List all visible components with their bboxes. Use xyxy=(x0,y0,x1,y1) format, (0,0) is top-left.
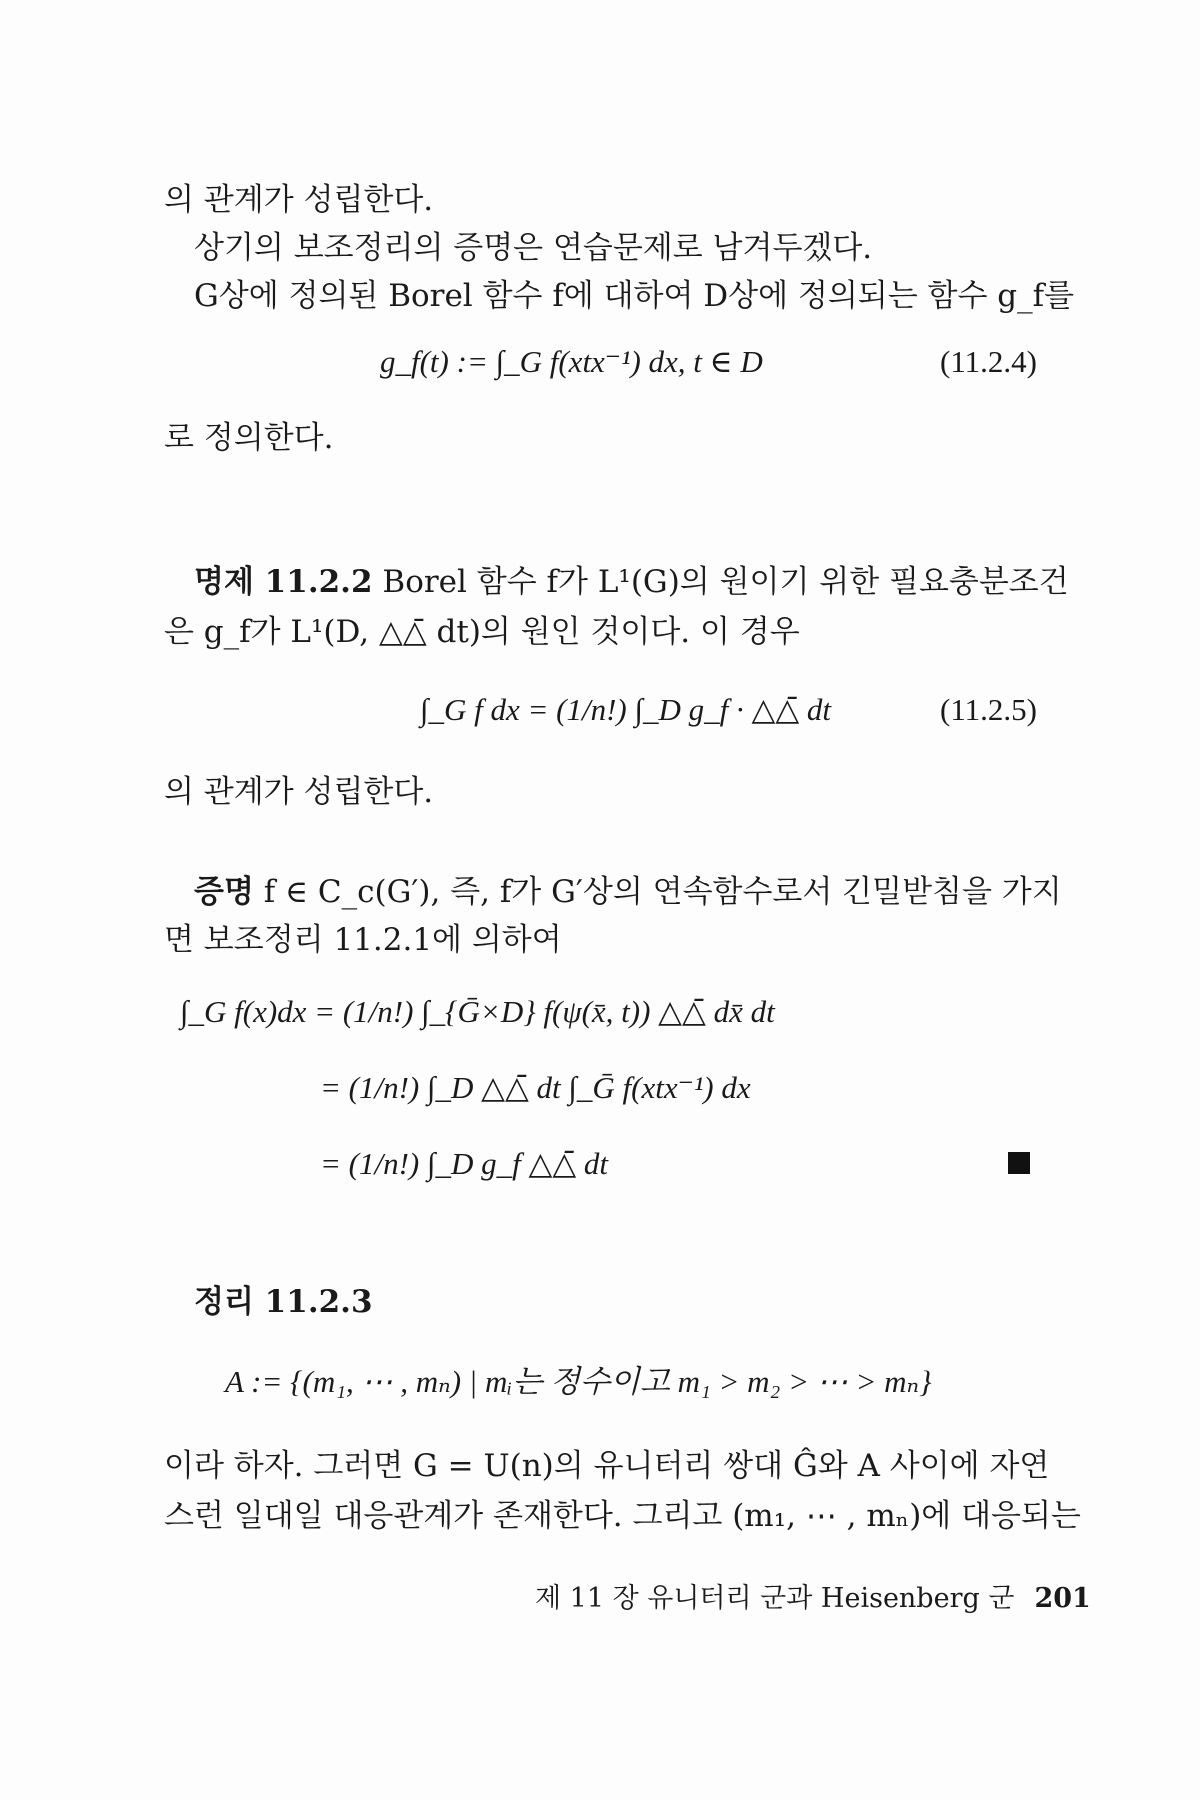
text-line: 스런 일대일 대응관계가 존재한다. 그리고 (m₁, ⋯ , mₙ)에 대응되는 xyxy=(164,1498,1081,1534)
proposition-label: 명제 11.2.2 xyxy=(194,564,373,600)
equation-set-a: A := {(m₁, ⋯ , mₙ) | mᵢ는 정수이고 m₁ > m₂ > ⋯ > mₙ} xyxy=(225,1364,932,1399)
theorem-label: 정리 11.2.3 xyxy=(194,1284,373,1320)
page-number: 201 xyxy=(1034,1583,1091,1614)
text-line: 은 g_f가 L¹(D, △△̄ dt)의 원인 것이다. 이 경우 xyxy=(164,614,800,650)
equation-line: = (1/n!) ∫_D △△̄ dt ∫_Ḡ f(xtx⁻¹) dx xyxy=(320,1070,751,1105)
text-line: 상기의 보조정리의 증명은 연습문제로 남겨두겠다. xyxy=(194,230,873,266)
qed-square xyxy=(1008,1152,1030,1174)
equation-number: (11.2.4) xyxy=(940,344,1037,379)
page-footer xyxy=(535,1581,1091,1617)
text-line: 로 정의한다. xyxy=(164,420,334,456)
equation-11-2-4: g_f(t) := ∫_G f(xtx⁻¹) dx, t ∈ D xyxy=(380,344,763,379)
text-line: G상에 정의된 Borel 함수 f에 대하여 D상에 정의되는 함수 g_f를 xyxy=(194,278,1075,314)
chapter-title: 제 11 장 유니터리 군과 Heisenberg 군 xyxy=(535,1583,1015,1614)
text-line: 의 관계가 성립한다. xyxy=(164,182,434,218)
proposition-line xyxy=(194,562,1069,602)
text-line: 이라 하자. 그러면 G = U(n)의 유니터리 쌍대 Ĝ와 A 사이에 자연 xyxy=(164,1448,1050,1484)
equation-11-2-5: ∫_G f dx = (1/n!) ∫_D g_f · △△̄ dt xyxy=(420,692,832,727)
proposition-text: Borel 함수 f가 L¹(G)의 원이기 위한 필요충분조건 xyxy=(382,564,1069,600)
equation-number: (11.2.5) xyxy=(940,692,1037,727)
equation-line: ∫_G f(x)dx = (1/n!) ∫_{Ḡ×D} f(ψ(x̄, t)) △△̄ dx̄ dt xyxy=(180,994,775,1029)
proof-text: f ∈ C_c(G′), 즉, f가 G′상의 연속함수로서 긴밀받침을 가지 xyxy=(263,874,1062,910)
text-line: 의 관계가 성립한다. xyxy=(164,774,434,810)
proof-label: 증명 xyxy=(194,874,254,910)
equation-line: = (1/n!) ∫_D g_f △△̄ dt xyxy=(320,1146,609,1181)
text-line: 면 보조정리 11.2.1에 의하여 xyxy=(164,922,562,958)
proof-line xyxy=(194,872,1062,912)
